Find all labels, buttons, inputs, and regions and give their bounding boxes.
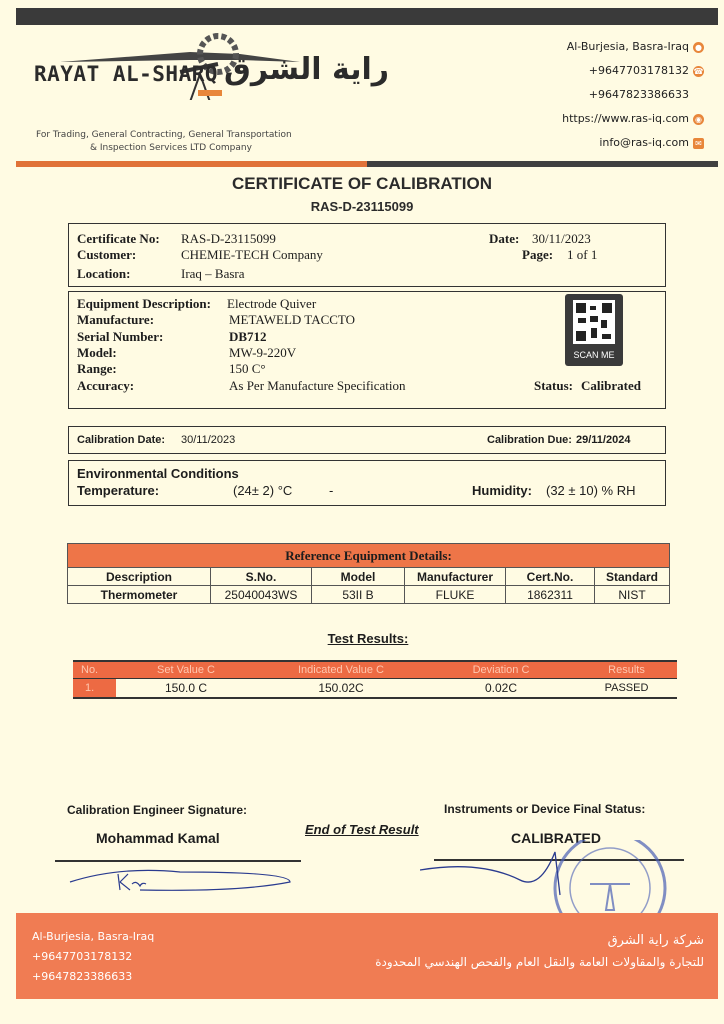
ref-col-standard: Standard xyxy=(595,568,670,586)
footer-contact xyxy=(32,927,154,987)
qr-code-icon xyxy=(565,294,623,352)
ref-manufacturer: FLUKE xyxy=(405,586,506,604)
range-value: 150 C° xyxy=(229,361,266,376)
footer-phone-1: +9647703178132 xyxy=(32,950,133,963)
status-value: Calibrated xyxy=(581,378,641,393)
temperature-label: Temperature: xyxy=(77,483,160,498)
calibration-due-value: 29/11/2024 xyxy=(576,434,631,446)
footer-arabic-tagline: للتجارة والمقاولات العامة والنقل العام والفحص الهندسي المحدودة xyxy=(375,955,704,969)
res-col-indicated: Indicated Value C xyxy=(297,664,385,676)
res-col-deviation: Deviation C xyxy=(472,664,530,676)
temperature-dash: - xyxy=(329,483,334,498)
environment-title: Environmental Conditions xyxy=(77,466,239,481)
customer-label: Customer: xyxy=(77,247,137,262)
engineer-signature xyxy=(60,862,310,898)
qr-caption: SCAN ME xyxy=(573,350,615,360)
footer-phone-2: +9647823386633 xyxy=(32,970,133,983)
top-bar xyxy=(16,8,718,25)
ref-col-description: Description xyxy=(68,568,211,586)
certificate-info-box xyxy=(68,223,666,287)
company-name-en: RAYAT AL-SHARQ xyxy=(34,62,219,86)
date-label: Date: xyxy=(489,231,520,246)
res-deviation: 0.02C xyxy=(484,681,518,695)
calibration-date-value: 30/11/2023 xyxy=(181,434,236,446)
contact-phone-2: +9647823386633 xyxy=(588,88,689,101)
location-pin-icon: ● xyxy=(693,42,704,53)
equipment-box xyxy=(68,291,666,409)
status-label: Status: xyxy=(534,378,574,393)
globe-icon: ◉ xyxy=(693,114,704,125)
ref-model: 53II B xyxy=(312,586,405,604)
ref-certno: 1862311 xyxy=(506,586,595,604)
humidity-label: Humidity: xyxy=(472,483,532,498)
reference-title: Reference Equipment Details: xyxy=(67,543,670,567)
manufacture-label: Manufacture: xyxy=(77,312,155,327)
accuracy-label: Accuracy: xyxy=(77,378,135,393)
res-col-no: No. xyxy=(81,664,99,676)
cert-no-value: RAS-D-23115099 xyxy=(181,231,276,246)
range-label: Range: xyxy=(77,361,117,376)
contact-website[interactable]: https://www.ras-iq.com ◉ xyxy=(562,112,704,125)
reference-header-row xyxy=(68,568,670,586)
final-status-label: Instruments or Device Final Status: xyxy=(444,802,646,816)
table-row xyxy=(73,679,677,698)
equipment-desc-value: Electrode Quiver xyxy=(227,296,317,311)
temperature-value: (24± 2) °C xyxy=(233,483,293,498)
certificate-title: CERTIFICATE OF CALIBRATION xyxy=(231,174,492,193)
environment-box xyxy=(68,460,666,506)
page-label: Page: xyxy=(522,247,554,262)
engineer-name: Mohammad Kamal xyxy=(96,830,220,846)
end-of-test-result: End of Test Result xyxy=(305,822,419,837)
footer-address: Al-Burjesia, Basra-Iraq xyxy=(32,930,155,943)
contact-address: Al-Burjesia, Basra-Iraq ● xyxy=(567,40,704,53)
location-label: Location: xyxy=(77,266,131,281)
page-value: 1 of 1 xyxy=(567,247,598,262)
certificate-number: RAS-D-23115099 xyxy=(310,199,414,214)
contact-phone-1: +9647703178132 ☎ xyxy=(588,64,704,77)
final-status-value: CALIBRATED xyxy=(511,830,601,846)
calibration-dates-box xyxy=(68,426,666,454)
ref-col-sno: S.No. xyxy=(211,568,312,586)
location-value: Iraq – Basra xyxy=(181,266,245,281)
ref-col-certno: Cert.No. xyxy=(506,568,595,586)
footer-arabic-name: شركة راية الشرق xyxy=(607,933,704,948)
engineer-signature-label: Calibration Engineer Signature: xyxy=(67,803,248,817)
calibration-date-label: Calibration Date: xyxy=(77,434,166,446)
footer-band xyxy=(16,913,718,999)
res-set: 150.0 C xyxy=(164,681,208,695)
res-col-results: Results xyxy=(608,664,645,676)
table-row xyxy=(68,586,670,604)
results-header-row xyxy=(73,662,677,679)
humidity-value: (32 ± 10) % RH xyxy=(546,483,636,498)
email-icon: ✉ xyxy=(693,138,704,149)
ref-sno: 25040043WS xyxy=(211,586,312,604)
official-stamp xyxy=(420,840,680,920)
ref-col-manufacturer: Manufacturer xyxy=(405,568,506,586)
company-name-ar: راية الشرق xyxy=(224,52,390,87)
header-divider xyxy=(16,161,718,167)
test-results-title: Test Results: xyxy=(327,631,409,646)
cert-no-label: Certificate No: xyxy=(77,231,160,246)
res-indicated: 150.02C xyxy=(318,681,364,695)
res-col-set: Set Value C xyxy=(157,664,215,676)
customer-value: CHEMIE-TECH Company xyxy=(181,247,323,262)
ref-standard: NIST xyxy=(595,586,670,604)
tagline-line1: For Trading, General Contracting, General Transportation xyxy=(36,130,292,140)
date-value: 30/11/2023 xyxy=(532,231,591,246)
res-result: PASSED xyxy=(604,682,649,694)
serial-value: DB712 xyxy=(229,329,267,344)
serial-label: Serial Number: xyxy=(77,329,164,344)
model-label: Model: xyxy=(77,345,117,360)
ref-col-model: Model xyxy=(312,568,405,586)
calibration-due-label: Calibration Due: xyxy=(487,434,572,446)
reference-equipment-table xyxy=(67,543,670,604)
tagline-line2: & Inspection Services LTD Company xyxy=(90,143,252,153)
qr-code[interactable] xyxy=(565,294,623,366)
phone-icon: ☎ xyxy=(693,66,704,76)
accuracy-value: As Per Manufacture Specification xyxy=(229,378,406,393)
test-results-table xyxy=(73,660,677,699)
contact-email[interactable]: info@ras-iq.com ✉ xyxy=(599,136,704,149)
equipment-desc-label: Equipment Description: xyxy=(77,296,211,311)
manufacture-value: METAWELD TACCTO xyxy=(229,312,356,327)
res-no: 1. xyxy=(73,679,116,698)
model-value: MW-9-220V xyxy=(229,345,297,360)
ref-description: Thermometer xyxy=(68,586,211,604)
